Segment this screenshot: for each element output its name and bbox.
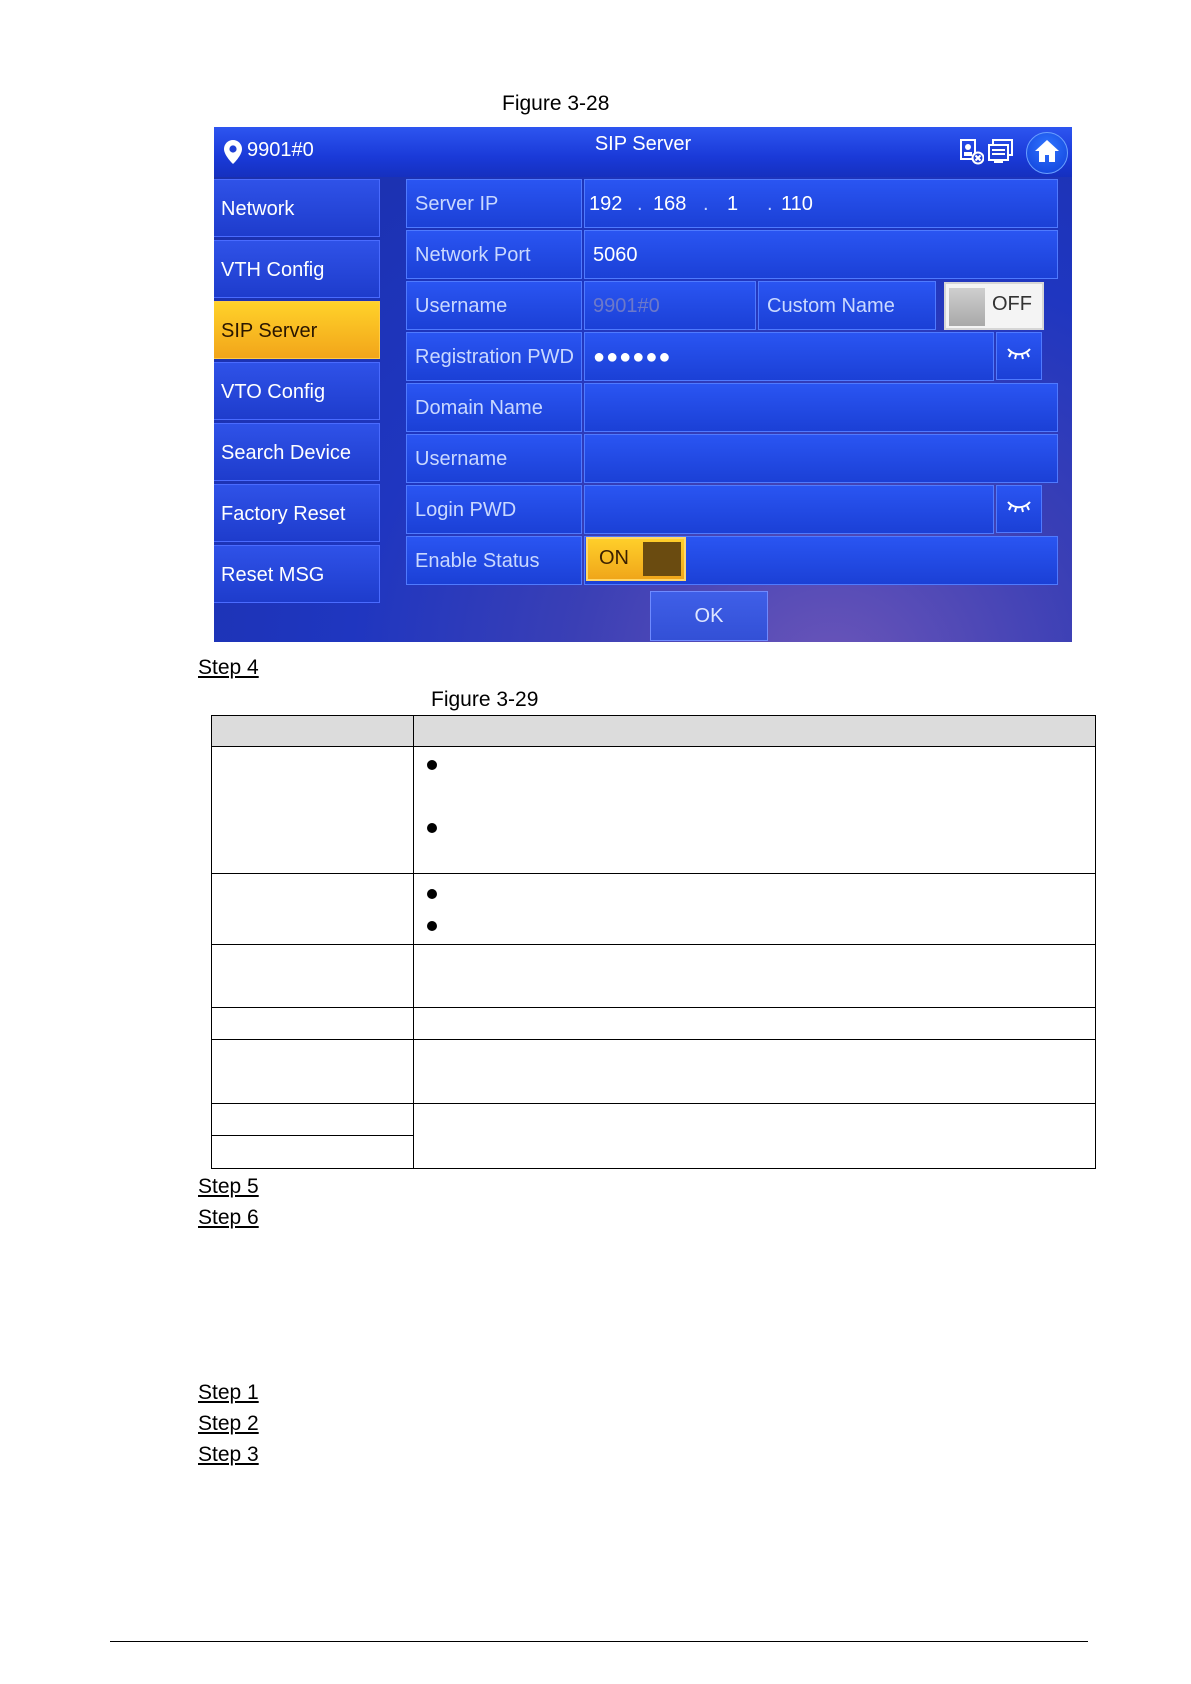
ip-separator: . <box>767 193 773 215</box>
nav-sip-server[interactable]: SIP Server <box>214 301 380 359</box>
ok-button[interactable]: OK <box>650 591 768 641</box>
show-password-button[interactable] <box>996 332 1042 380</box>
show-login-password-button[interactable] <box>996 485 1042 533</box>
eye-closed-icon <box>1006 500 1032 519</box>
figure-caption: Figure 3-29 <box>431 688 539 711</box>
table-rule <box>211 1168 1096 1169</box>
step-link[interactable]: Step 4 <box>198 656 259 679</box>
nav-factory-reset[interactable]: Factory Reset <box>214 484 380 542</box>
username-label: Username <box>406 281 582 330</box>
table-header <box>211 715 1096 746</box>
server-ip-label: Server IP <box>406 179 582 228</box>
ip-octet-4: 110 <box>781 193 813 215</box>
network-port-label: Network Port <box>406 230 582 279</box>
table-rule <box>211 715 1096 716</box>
nav-reset-msg[interactable]: Reset MSG <box>214 545 380 603</box>
username-2-input[interactable] <box>584 434 1058 483</box>
screen-title: SIP Server <box>594 133 692 155</box>
bullet <box>427 921 437 931</box>
monitor-icon[interactable] <box>988 139 1014 170</box>
domain-name-input[interactable] <box>584 383 1058 432</box>
login-pwd-label: Login PWD <box>406 485 582 534</box>
table-rule <box>211 1039 1096 1040</box>
eye-closed-icon <box>1006 347 1032 366</box>
table-rule <box>211 1007 1096 1008</box>
enable-status-label: Enable Status <box>406 536 582 585</box>
login-pwd-input[interactable] <box>584 485 994 534</box>
toggle-knob <box>949 288 985 326</box>
step-link[interactable]: Step 2 <box>198 1412 259 1435</box>
server-ip-input[interactable] <box>584 179 1058 228</box>
home-button[interactable] <box>1026 132 1068 174</box>
table-column-divider <box>413 715 414 1169</box>
step-link[interactable]: Step 3 <box>198 1443 259 1466</box>
table-rule <box>211 944 1096 945</box>
custom-name-toggle[interactable] <box>944 282 1044 330</box>
toggle-knob <box>643 542 681 576</box>
step-link[interactable]: Step 6 <box>198 1206 259 1229</box>
contacts-x-icon[interactable] <box>960 139 984 170</box>
device-id: 9901#0 <box>247 139 314 161</box>
bullet <box>427 823 437 833</box>
table-border <box>1095 715 1096 1169</box>
nav-search-device[interactable]: Search Device <box>214 423 380 481</box>
toggle-state: ON <box>599 547 629 569</box>
ip-octet-1: 192 <box>589 193 623 215</box>
registration-pwd-label: Registration PWD <box>406 332 582 381</box>
domain-name-label: Domain Name <box>406 383 582 432</box>
figure-caption: Figure 3-28 <box>502 92 610 115</box>
sip-server-screen <box>214 127 1072 642</box>
table-rule <box>211 1103 1096 1104</box>
table-rule <box>211 1135 414 1136</box>
ip-octet-3: 1 <box>727 193 739 215</box>
ip-separator: . <box>703 193 709 215</box>
nav-network[interactable]: Network <box>214 179 380 237</box>
home-icon <box>1034 139 1060 168</box>
custom-name-label: Custom Name <box>758 281 936 330</box>
registration-pwd-input[interactable]: ●●●●●● <box>584 332 994 381</box>
table-border <box>211 715 212 1169</box>
table-rule <box>211 746 1096 747</box>
username-input[interactable]: 9901#0 <box>584 281 756 330</box>
enable-status-toggle[interactable] <box>586 537 686 581</box>
username-2-label: Username <box>406 434 582 483</box>
top-bar <box>214 127 1072 177</box>
nav-vth-config[interactable]: VTH Config <box>214 240 380 298</box>
ip-separator: . <box>637 193 643 215</box>
table-rule <box>211 873 1096 874</box>
bullet <box>427 760 437 770</box>
footer-rule <box>110 1641 1088 1642</box>
toggle-state: OFF <box>992 293 1032 315</box>
network-port-input[interactable]: 5060 <box>584 230 1058 279</box>
bullet <box>427 889 437 899</box>
nav-vto-config[interactable]: VTO Config <box>214 362 380 420</box>
ip-octet-2: 168 <box>653 193 687 215</box>
step-link[interactable]: Step 5 <box>198 1175 259 1198</box>
step-link[interactable]: Step 1 <box>198 1381 259 1404</box>
